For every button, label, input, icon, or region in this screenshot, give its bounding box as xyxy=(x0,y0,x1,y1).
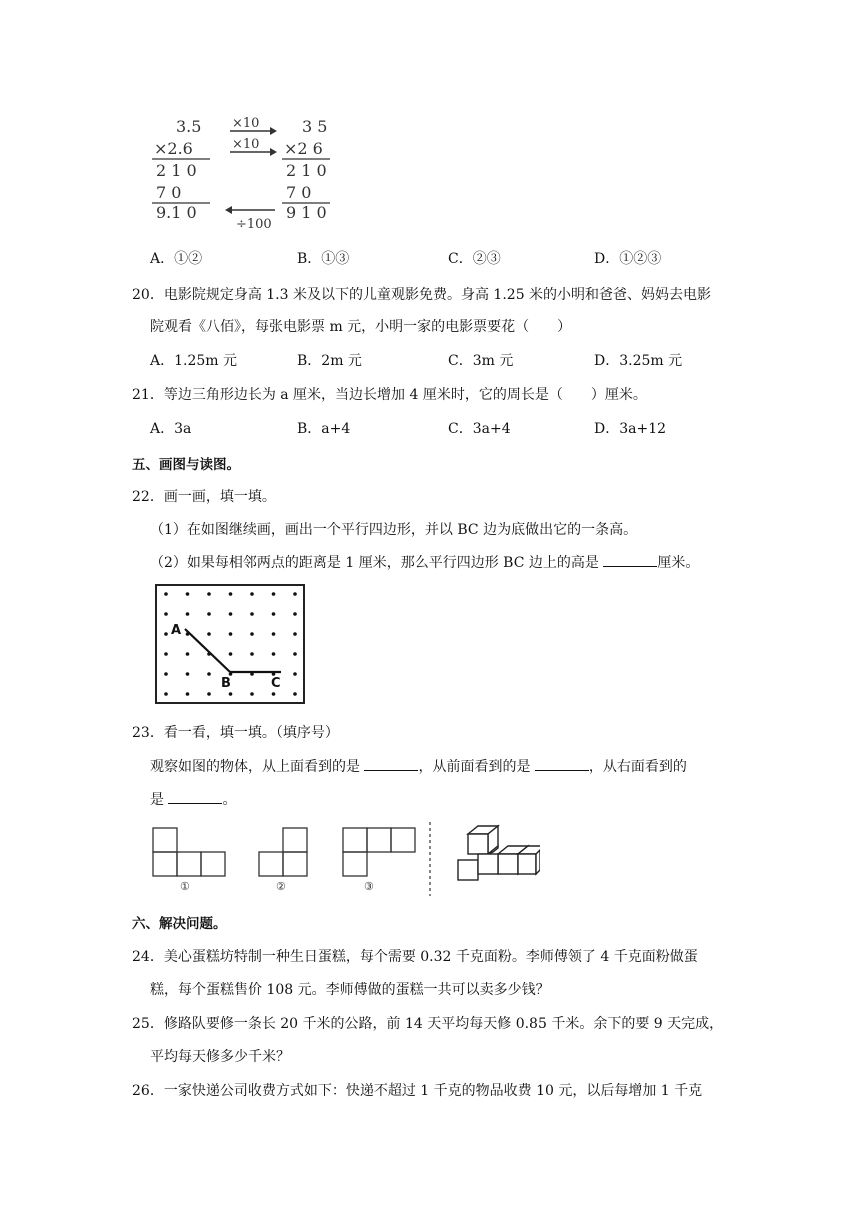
q21-line1: 21．等边三角形边长为 a 厘米，当边长增加 4 厘米时，它的周长是（ ）厘米。 xyxy=(132,387,647,403)
q22-part2-unit: 厘米。 xyxy=(657,555,700,571)
grid-dot xyxy=(207,592,211,596)
right-multiplier: ×2 6 xyxy=(284,139,323,158)
point-a-label: A xyxy=(171,623,182,638)
point-b-label: B xyxy=(221,676,231,691)
grid-dot xyxy=(293,632,297,636)
q23-text-right-2: 是 xyxy=(150,792,169,808)
q19-option-c: C．②③ xyxy=(448,251,501,267)
q23-blank-top[interactable] xyxy=(364,756,418,771)
grid-dot xyxy=(250,632,254,636)
grid-dot xyxy=(207,612,211,616)
grid-dot xyxy=(293,652,297,656)
grid-dot xyxy=(293,672,297,676)
grid-dot xyxy=(250,592,254,596)
left-multiplier: ×2.6 xyxy=(154,139,193,158)
grid-dot xyxy=(229,612,233,616)
grid-dot xyxy=(293,592,297,596)
dot-grid-figure xyxy=(155,583,307,707)
q19-option-a: A．①② xyxy=(150,251,203,267)
grid-dot xyxy=(229,652,233,656)
three-views-figure xyxy=(148,822,540,898)
q20-option-a: A．1.25m 元 xyxy=(150,353,238,369)
q20-option-c: C．3m 元 xyxy=(448,353,514,369)
arrow3-label: ÷100 xyxy=(236,217,272,232)
view-3-label: ③ xyxy=(364,880,374,893)
left-result: 9.1 0 xyxy=(156,203,197,222)
grid-dot xyxy=(207,692,211,696)
grid-dot xyxy=(164,672,168,676)
q23-text-front: ，从前面看到的是 xyxy=(418,759,535,775)
q21-option-d: D．3a+12 xyxy=(594,421,667,437)
q22-part1: （1）在如图继续画，画出一个平行四边形，并以 BC 边为底做出它的一条高。 xyxy=(150,522,638,538)
arrow2-label: ×10 xyxy=(232,137,260,152)
grid-dot xyxy=(229,632,233,636)
q24-line2: 糕，每个蛋糕售价 108 元。李师傅做的蛋糕一共可以卖多少钱？ xyxy=(150,982,550,998)
q23-text-end: 。 xyxy=(222,792,237,808)
q20-option-b: B．2m 元 xyxy=(297,353,362,369)
grid-dot xyxy=(186,612,190,616)
right-top-number: 3 5 xyxy=(302,117,328,136)
q20-option-d: D．3.25m 元 xyxy=(594,353,683,369)
grid-dot xyxy=(272,592,276,596)
q20-line1: 20．电影院规定身高 1.3 米及以下的儿童观影免费。身高 1.25 米的小明和爸爸、妈妈去电影 xyxy=(132,287,712,303)
grid-dot xyxy=(164,592,168,596)
grid-dot xyxy=(250,612,254,616)
grid-dot xyxy=(186,592,190,596)
grid-dot xyxy=(250,692,254,696)
grid-dot xyxy=(229,692,233,696)
grid-dot xyxy=(293,692,297,696)
q23-line2 xyxy=(150,789,236,809)
left-partial-1: 2 1 0 xyxy=(156,161,197,180)
q24-line1: 24．美心蛋糕坊特制一种生日蛋糕，每个需要 0.32 千克面粉。李师傅领了 4 千克面粉做蛋 xyxy=(132,949,698,965)
q23-text-top: 观察如图的物体，从上面看到的是 xyxy=(150,759,365,775)
q23-title: 23．看一看，填一填。（填序号） xyxy=(132,725,339,741)
q22-title: 22．画一画，填一填。 xyxy=(132,489,276,505)
grid-dot xyxy=(186,652,190,656)
cube-stack-3d xyxy=(458,826,540,880)
grid-dot xyxy=(272,612,276,616)
decimal-multiplication-figure xyxy=(150,112,335,232)
grid-dot xyxy=(164,632,168,636)
arrow1-label: ×10 xyxy=(232,116,260,131)
grid-dot xyxy=(164,612,168,616)
left-top-number: 3.5 xyxy=(176,117,202,136)
q23-text-right: ，从右面看到的 xyxy=(588,759,687,775)
grid-dot xyxy=(186,672,190,676)
grid-dot xyxy=(207,632,211,636)
grid-dot xyxy=(293,612,297,616)
q23-blank-right[interactable] xyxy=(168,789,222,804)
grid-dot xyxy=(250,652,254,656)
q21-option-b: B．a+4 xyxy=(297,421,351,437)
q23-line1 xyxy=(150,756,687,776)
grid-dot xyxy=(164,652,168,656)
left-partial-2: 7 0 xyxy=(156,183,182,202)
right-result: 9 1 0 xyxy=(286,203,327,222)
point-c-label: C xyxy=(271,676,281,691)
q19-option-d: D．①②③ xyxy=(594,251,662,267)
q20-line2: 院观看《八佰》，每张电影票 m 元，小明一家的电影票要花（ ） xyxy=(150,319,572,335)
q23-blank-front[interactable] xyxy=(535,756,589,771)
grid-dot xyxy=(272,632,276,636)
q22-part2 xyxy=(150,552,699,572)
grid-dot xyxy=(207,672,211,676)
q26-line1: 26．一家快递公司收费方式如下：快递不超过 1 千克的物品收费 10 元，以后每增加 1 千克 xyxy=(132,1083,703,1099)
section-6-heading: 六、解决问题。 xyxy=(132,916,227,932)
q25-line1: 25．修路队要修一条长 20 千米的公路，前 14 天平均每天修 0.85 千米。余下的要 9 天完成， xyxy=(132,1016,724,1032)
section-5-heading: 五、画图与读图。 xyxy=(132,457,240,473)
q21-option-c: C．3a+4 xyxy=(448,421,511,437)
grid-dot xyxy=(186,692,190,696)
q19-option-b: B．①③ xyxy=(297,251,350,267)
right-partial-1: 2 1 0 xyxy=(286,161,327,180)
right-partial-2: 7 0 xyxy=(286,183,312,202)
q21-option-a: A．3a xyxy=(150,421,192,437)
q25-line2: 平均每天修多少千米？ xyxy=(150,1049,290,1065)
grid-dot xyxy=(272,652,276,656)
grid-dot xyxy=(229,592,233,596)
grid-dot xyxy=(164,692,168,696)
view-1-label: ① xyxy=(180,880,190,893)
grid-dot xyxy=(272,692,276,696)
view-2-label: ② xyxy=(276,880,286,893)
q22-part2-text: （2）如果每相邻两点的距离是 1 厘米，那么平行四边形 BC 边上的高是 xyxy=(150,555,604,571)
q22-answer-blank[interactable] xyxy=(603,552,657,567)
